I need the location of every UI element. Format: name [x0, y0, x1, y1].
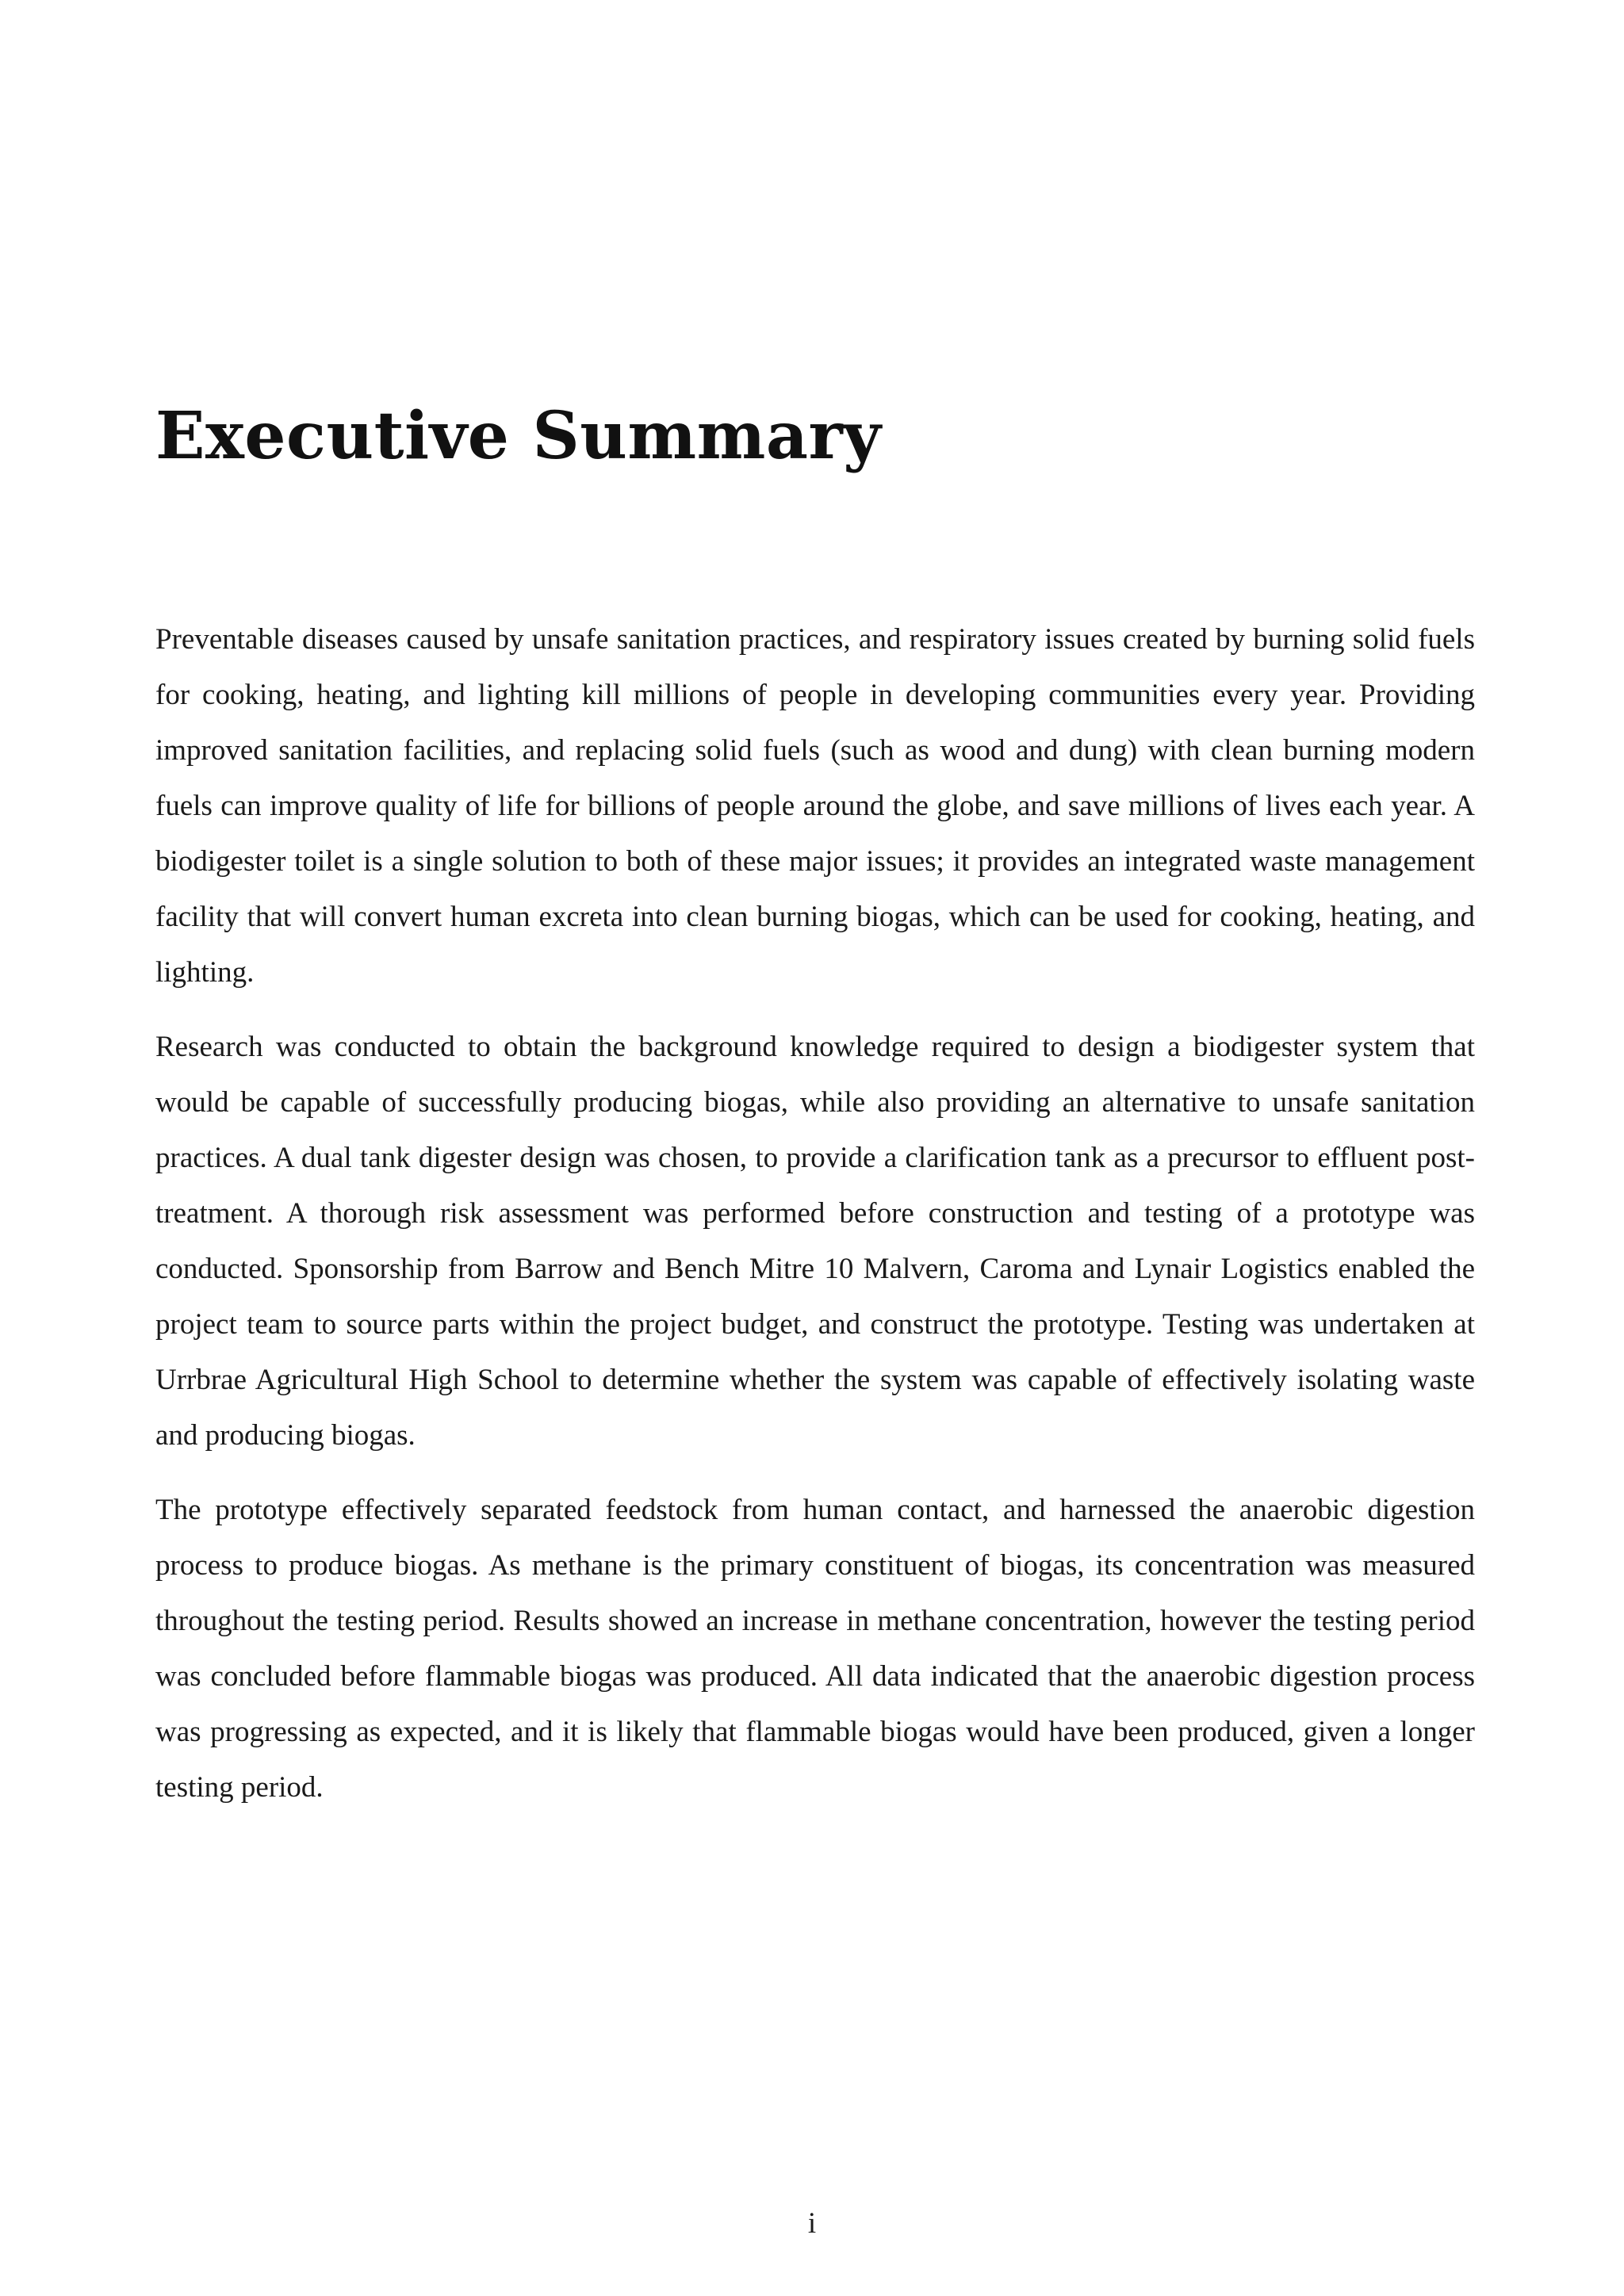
paragraph-2: Research was conducted to obtain the background knowledge required to design a biodigester system that would be capable of successfully producing biogas, while also providing an alternative to unsafe sanitation practices. A dual tank digester design was chosen, to provide a clarification tank as a precursor to effluent post-treatment. A thorough risk assessment was performed before construction and testing of a prototype was conducted. Sponsorship from Barrow and Bench Mitre 10 Malvern, Caroma and Lynair Logistics enabled the project team to source parts within the project budget, and construct the prototype. Testing was undertaken at Urrbrae Agricultural High School to determine whether the system was capable of effectively isolating waste and producing biogas.: [155, 1031, 1475, 1452]
page-title: Executive Summary: [155, 398, 882, 474]
paragraph-3: The prototype effectively separated feedstock from human contact, and harnessed the anaerobic digestion process to produce biogas. As methane is the primary constituent of biogas, its concentration was measured throughout the testing period. Results showed an increase in methane concentration, however the testing period was concluded before flammable biogas was produced. All data indicated that the anaerobic digestion process was progressing as expected, and it is likely that flammable biogas would have been produced, given a longer testing period.: [155, 1494, 1475, 1804]
page-number: i: [807, 2207, 817, 2240]
summary-body: [155, 612, 1475, 1835]
paragraph-1: Preventable diseases caused by unsafe sanitation practices, and respiratory issues created by burning solid fuels for cooking, heating, and lighting kill millions of people in developing communities every year. Providing improved sanitation facilities, and replacing solid fuels (such as wood and dung) with clean burning modern fuels can improve quality of life for billions of people around the globe, and save millions of lives each year. A biodigester toilet is a single solution to both of these major issues; it provides an integrated waste management facility that will convert human excreta into clean burning biogas, which can be used for cooking, heating, and lighting.: [155, 623, 1475, 989]
